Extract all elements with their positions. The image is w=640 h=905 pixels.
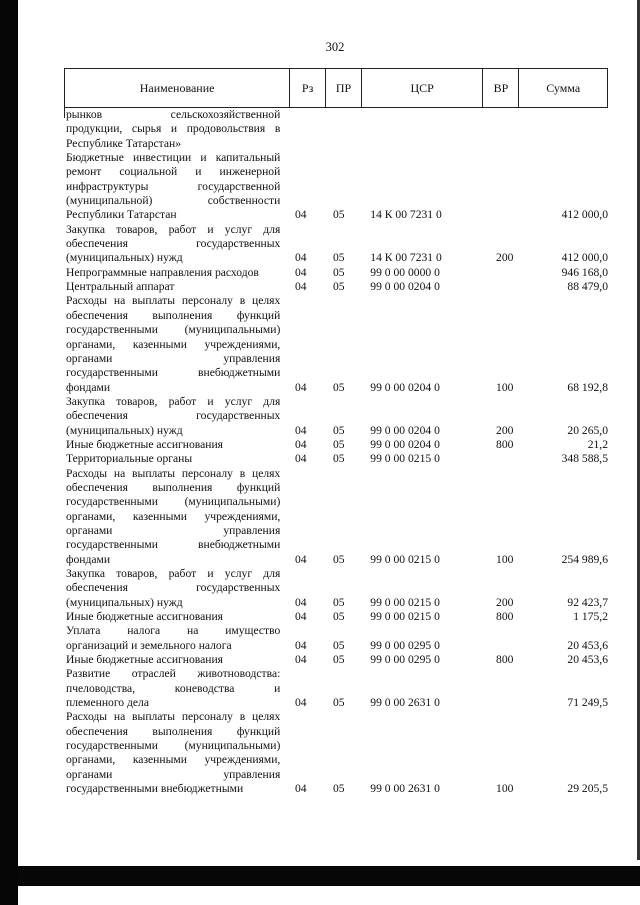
row-rz: 04 <box>294 251 307 265</box>
row-csr: 99 0 00 2631 0 <box>370 696 440 710</box>
row-pr: 05 <box>332 265 345 279</box>
row-name-line: Закупка товаров, работ и услуг для <box>66 394 281 408</box>
table-row <box>64 395 608 438</box>
row-name-line: обеспечения государственных <box>66 237 281 251</box>
row-rz: 04 <box>294 265 307 279</box>
row-name-line: инфраструктуры государственной <box>66 179 281 193</box>
row-name-line: Непрограммные направления расходов <box>66 265 259 279</box>
row-vr: 800 <box>496 610 514 624</box>
row-rz: 04 <box>294 595 307 609</box>
row-name <box>64 266 280 280</box>
row-csr: 99 0 00 0204 0 <box>370 423 440 437</box>
table-row <box>64 667 608 710</box>
row-pr: 05 <box>332 610 345 624</box>
row-name-line: государственными (муниципальными) <box>66 495 281 509</box>
row-csr: 99 0 00 0204 0 <box>370 380 440 394</box>
header-pr: ПР <box>326 69 362 107</box>
table-row <box>64 467 608 567</box>
row-pr: 05 <box>332 380 345 394</box>
row-name-line: Иные бюджетные ассигнования <box>66 437 223 451</box>
row-sum: 68 192,8 <box>567 380 608 394</box>
row-sum: 348 588,5 <box>561 452 608 466</box>
row-name <box>64 280 280 294</box>
table-row <box>64 223 608 266</box>
row-pr: 05 <box>332 782 345 796</box>
row-vr: 800 <box>496 653 514 667</box>
row-vr: 100 <box>496 552 514 566</box>
row-rz: 04 <box>294 653 307 667</box>
row-name-line: Центральный аппарат <box>66 280 175 294</box>
row-name <box>64 108 280 151</box>
row-csr: 99 0 00 0295 0 <box>370 638 440 652</box>
row-pr: 05 <box>332 251 345 265</box>
row-name-line: Расходы на выплаты персоналу в целях <box>66 294 281 308</box>
row-pr: 05 <box>332 280 345 294</box>
table-row <box>64 610 608 624</box>
row-name-line: ремонт социальной и инженерной <box>66 165 281 179</box>
row-name-line: органами управления <box>66 767 281 781</box>
row-name-line: государственными внебюджетными <box>66 782 244 796</box>
row-pr: 05 <box>332 437 345 451</box>
row-sum: 20 265,0 <box>567 423 608 437</box>
row-vr: 100 <box>496 782 514 796</box>
header-name: Наименование <box>65 69 290 107</box>
row-name <box>64 294 280 394</box>
row-name-line: рынков сельскохозяйственной <box>66 108 281 121</box>
budget-table-body <box>64 108 608 797</box>
row-rz: 04 <box>294 437 307 451</box>
row-name <box>64 610 280 624</box>
row-rz: 04 <box>294 280 307 294</box>
row-pr: 05 <box>332 208 345 222</box>
row-name-line: государственными внебюджетными <box>66 538 281 552</box>
row-sum: 21,2 <box>587 437 608 451</box>
row-vr: 200 <box>496 595 514 609</box>
row-name <box>64 452 280 466</box>
row-name-line: органами управления <box>66 351 281 365</box>
table-row <box>64 294 608 394</box>
header-csr: ЦСР <box>362 69 484 107</box>
scan-edge-left <box>0 0 18 905</box>
row-rz: 04 <box>294 610 307 624</box>
row-name <box>64 710 280 796</box>
table-row <box>64 452 608 466</box>
row-sum: 412 000,0 <box>561 208 608 222</box>
row-name-line: продукции, сырья и продовольствия в <box>66 122 281 136</box>
row-vr: 800 <box>496 437 514 451</box>
row-sum: 29 205,5 <box>567 782 608 796</box>
row-name-line: органами, казенными учреждениями, <box>66 509 281 523</box>
row-name <box>64 223 280 266</box>
row-name-line: Развитие отраслей животноводства: <box>66 667 281 681</box>
row-name-line: Бюджетные инвестиции и капитальный <box>66 151 281 165</box>
table-row <box>64 280 608 294</box>
row-pr: 05 <box>332 452 345 466</box>
row-name-line: Территориальные органы <box>66 452 193 466</box>
row-csr: 99 0 00 0215 0 <box>370 552 440 566</box>
row-sum: 92 423,7 <box>567 595 608 609</box>
row-name-line: Уплата налога на имущество <box>66 624 281 638</box>
row-name-line: Республике Татарстан» <box>66 136 182 150</box>
row-pr: 05 <box>332 552 345 566</box>
row-name-line: государственными (муниципальными) <box>66 323 281 337</box>
page-number: 302 <box>325 40 345 54</box>
row-name-line: Иные бюджетные ассигнования <box>66 610 223 624</box>
row-name <box>64 653 280 667</box>
row-sum: 1 175,2 <box>573 610 608 624</box>
row-name-line: пчеловодства, коневодства и <box>66 681 281 695</box>
row-name <box>64 624 280 653</box>
row-csr: 14 К 00 7231 0 <box>370 251 442 265</box>
row-name-line: обеспечения выполнения функций <box>66 308 281 322</box>
row-name-line: Иные бюджетные ассигнования <box>66 653 223 667</box>
row-name-line: фондами <box>66 380 111 394</box>
row-name-line: обеспечения государственных <box>66 581 281 595</box>
row-name-line: племенного дела <box>66 696 149 710</box>
table-row <box>64 567 608 610</box>
header-vr: ВР <box>483 69 519 107</box>
row-sum: 20 453,6 <box>567 638 608 652</box>
row-name <box>64 467 280 567</box>
row-vr: 200 <box>496 423 514 437</box>
row-name-line: Закупка товаров, работ и услуг для <box>66 222 281 236</box>
row-name <box>64 151 280 223</box>
row-pr: 05 <box>332 696 345 710</box>
row-name-line: (муниципальных) нужд <box>66 251 183 265</box>
row-name-line: (муниципальных) нужд <box>66 595 183 609</box>
row-name-line: обеспечения государственных <box>66 409 281 423</box>
row-name-line: государственными (муниципальными) <box>66 739 281 753</box>
row-sum: 946 168,0 <box>561 265 608 279</box>
row-csr: 99 0 00 0204 0 <box>370 437 440 451</box>
row-csr: 99 0 00 2631 0 <box>370 782 440 796</box>
header-sum: Сумма <box>546 80 581 95</box>
table-row <box>64 266 608 280</box>
row-name-line: обеспечения выполнения функций <box>66 480 281 494</box>
row-pr: 05 <box>332 595 345 609</box>
row-name <box>64 567 280 610</box>
row-sum: 412 000,0 <box>561 251 608 265</box>
row-name-line: Закупка товаров, работ и услуг для <box>66 567 281 580</box>
table-row <box>64 624 608 653</box>
row-rz: 04 <box>294 423 307 437</box>
row-vr: 200 <box>496 251 514 265</box>
row-sum: 88 479,0 <box>567 280 608 294</box>
row-csr: 99 0 00 0295 0 <box>370 653 440 667</box>
row-name-line: фондами <box>66 552 111 566</box>
row-name-line: обеспечения выполнения функций <box>66 724 281 738</box>
row-name-line: органами управления <box>66 523 281 537</box>
row-name-line: (муниципальной) собственности <box>66 194 281 208</box>
row-csr: 99 0 00 0204 0 <box>370 280 440 294</box>
table-row <box>64 108 608 151</box>
table-row <box>64 151 608 223</box>
row-name <box>64 667 280 710</box>
row-csr: 99 0 00 0215 0 <box>370 610 440 624</box>
table-header <box>64 68 608 108</box>
row-rz: 04 <box>294 696 307 710</box>
row-name-line: органами, казенными учреждениями, <box>66 753 281 767</box>
row-rz: 04 <box>294 782 307 796</box>
row-csr: 14 К 00 7231 0 <box>370 208 442 222</box>
row-rz: 04 <box>294 452 307 466</box>
row-name-line: Расходы на выплаты персоналу в целях <box>66 466 281 480</box>
row-name-line: государственными внебюджетными <box>66 366 281 380</box>
row-name <box>64 438 280 452</box>
row-csr: 99 0 00 0000 0 <box>370 265 440 279</box>
row-name <box>64 395 280 438</box>
row-pr: 05 <box>332 638 345 652</box>
row-name-line: Республики Татарстан <box>66 208 177 222</box>
row-pr: 05 <box>332 653 345 667</box>
row-name-line: (муниципальных) нужд <box>66 423 183 437</box>
row-name-line: органами, казенными учреждениями, <box>66 337 281 351</box>
scan-edge-bottom <box>18 866 640 886</box>
row-rz: 04 <box>294 552 307 566</box>
header-rz: Рз <box>290 69 326 107</box>
row-sum: 20 453,6 <box>567 653 608 667</box>
row-csr: 99 0 00 0215 0 <box>370 595 440 609</box>
row-name-line: Расходы на выплаты персоналу в целях <box>66 710 281 724</box>
table-row <box>64 710 608 796</box>
table-row <box>64 653 608 667</box>
row-rz: 04 <box>294 380 307 394</box>
row-pr: 05 <box>332 423 345 437</box>
row-rz: 04 <box>294 208 307 222</box>
row-vr: 100 <box>496 380 514 394</box>
row-sum: 71 249,5 <box>567 696 608 710</box>
row-rz: 04 <box>294 638 307 652</box>
row-sum: 254 989,6 <box>561 552 608 566</box>
table-row <box>64 438 608 452</box>
row-name-line: организаций и земельного налога <box>66 638 232 652</box>
row-csr: 99 0 00 0215 0 <box>370 452 440 466</box>
